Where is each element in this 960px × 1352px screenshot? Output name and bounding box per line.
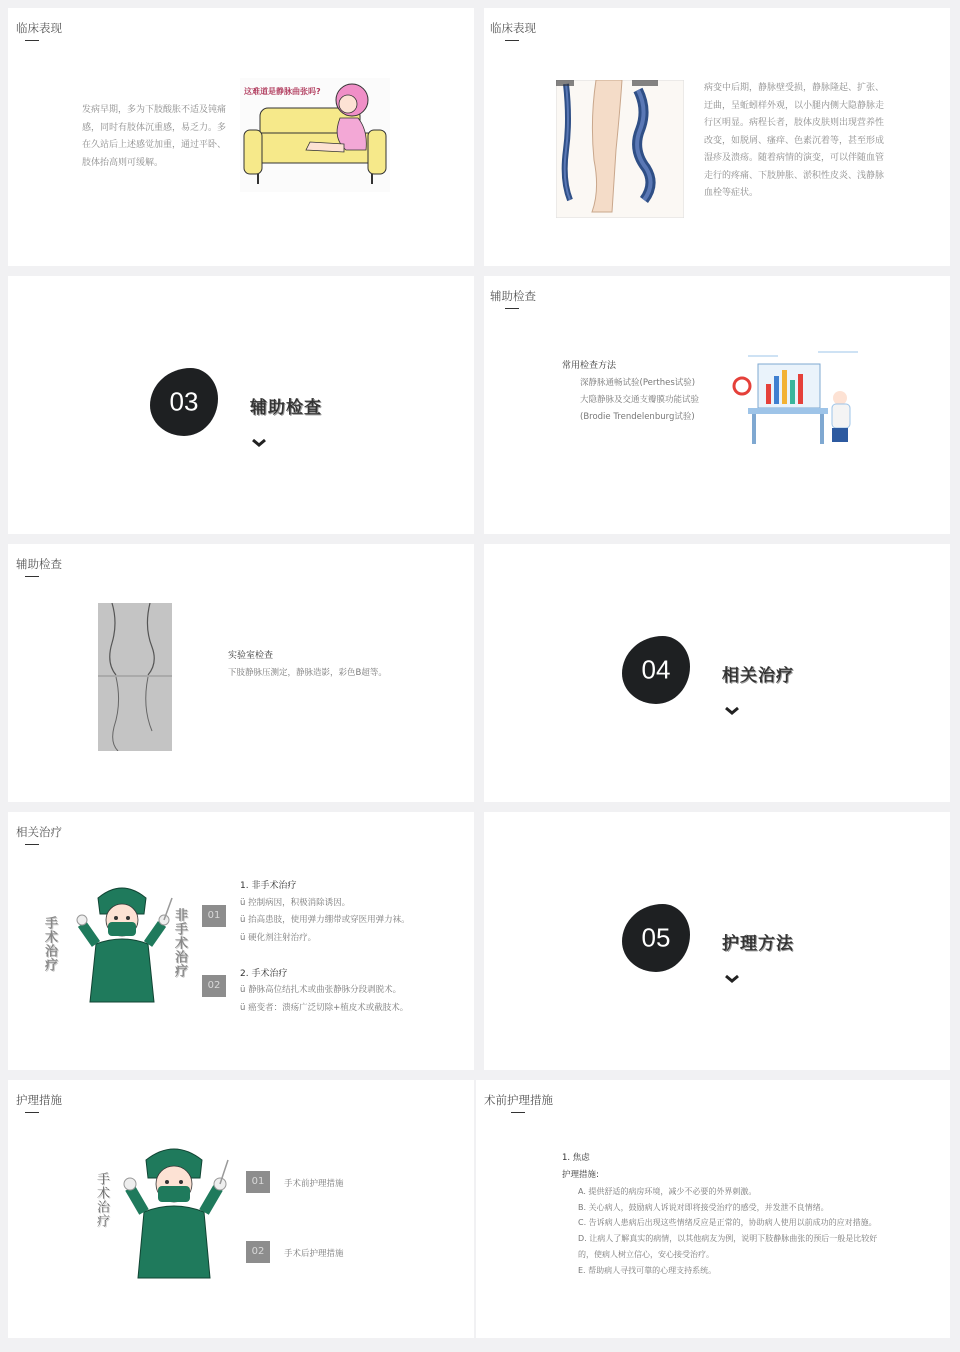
slide-title: 辅助检查 <box>16 557 62 571</box>
measure-item: A. 提供舒适的病房环境，减少不必要的外界刺激。 <box>578 1187 757 1196</box>
method-item: (Brodie Trendelenburg试验) <box>580 412 695 422</box>
list-item: ü 静脉高位结扎术或曲张静脉分段剥脱术。 <box>240 985 402 995</box>
title-underline <box>511 1112 525 1113</box>
slide-clinical-early[interactable] <box>8 8 474 266</box>
slide-title: 相关治疗 <box>16 825 62 839</box>
slide-preop-nursing[interactable] <box>476 1080 950 1338</box>
method-item: 深静脉通畅试验(Perthes试验) <box>580 378 696 388</box>
method-item: 大隐静脉及交通支瓣膜功能试验 <box>580 395 700 405</box>
side-label-surgery: 手术治疗 <box>42 916 57 972</box>
problem-heading: 1. 焦虑 <box>562 1153 590 1163</box>
slide-title: 护理措施 <box>16 1093 62 1107</box>
list-item: ü 控制病因，积极消除诱因。 <box>240 898 351 908</box>
venography-image <box>98 603 172 751</box>
methods-heading: 常用检查方法 <box>562 361 617 371</box>
section-heading: 护理方法 <box>722 934 794 954</box>
list-item: ü 癌变者：溃疡广泛切除+植皮术或截肢术。 <box>240 1003 409 1013</box>
title-underline <box>25 844 39 845</box>
slide-section-05[interactable] <box>484 812 950 1070</box>
title-underline <box>25 1112 39 1113</box>
slide-title: 临床表现 <box>490 21 536 35</box>
slide-aux-methods[interactable] <box>484 276 950 534</box>
title-underline <box>25 40 39 41</box>
section-number-badge <box>622 636 690 704</box>
list-item: ü 硬化剂注射治疗。 <box>240 933 317 943</box>
group-heading: 1. 非手术治疗 <box>240 881 297 891</box>
number-box-02: 02 <box>202 975 226 997</box>
measure-item: E. 帮助病人寻找可靠的心理支持系统。 <box>578 1266 717 1275</box>
slide-title: 术前护理措施 <box>484 1093 553 1107</box>
vein-anatomy-illustration <box>556 80 684 218</box>
list-item: ü 抬高患肢，使用弹力绷带或穿医用弹力袜。 <box>240 915 410 925</box>
measure-item: D. 让病人了解真实的病情，以其他病友为例，说明下肢静脉曲张的预后一般是比较好 <box>578 1234 878 1243</box>
section-number: 03 <box>169 386 199 417</box>
body-text: 发病早期，多为下肢酸胀不适及钝痛感，同时有肢体沉重感，易乏力。多在久站后上述感觉加重，通过平卧、肢体抬高则可缓解。 <box>82 105 227 168</box>
measure-item: B. 关心病人，鼓励病人诉说对即将接受治疗的感受，并发泄不良情绪。 <box>578 1203 829 1212</box>
surgeon-illustration <box>120 1144 230 1280</box>
section-number-badge <box>622 904 690 972</box>
measure-item: 的，使病人树立信心，安心接受治疗。 <box>578 1250 714 1259</box>
slide-title: 辅助检查 <box>490 289 536 303</box>
measures-heading: 护理措施: <box>562 1170 599 1180</box>
postop-measures-link[interactable]: 手术后护理措施 <box>284 1249 344 1259</box>
section-number: 04 <box>641 654 671 685</box>
slide-aux-lab[interactable] <box>8 544 474 802</box>
image-caption: 这难道是静脉曲张吗? <box>244 87 321 96</box>
surgeon-illustration <box>74 884 174 1004</box>
side-label-nonsurgery: 非手术治疗 <box>172 908 187 978</box>
section-heading: 辅助检查 <box>250 398 322 418</box>
title-underline <box>505 308 519 309</box>
chevron-down-icon[interactable] <box>724 974 740 984</box>
chevron-down-icon[interactable] <box>251 438 267 448</box>
title-underline <box>25 576 39 577</box>
number-box-02: 02 <box>246 1241 270 1263</box>
title-underline <box>505 40 519 41</box>
group-heading: 2. 手术治疗 <box>240 969 288 979</box>
slide-nursing-measures[interactable] <box>8 1080 474 1338</box>
preop-measures-link[interactable]: 手术前护理措施 <box>284 1179 344 1189</box>
chevron-down-icon[interactable] <box>724 706 740 716</box>
slide-section-03[interactable] <box>8 276 474 534</box>
body-text: 病变中后期，静脉壁受损，静脉隆起、扩张、迂曲，呈蚯蚓样外观，以小腿内侧大隐静脉走行区明显。病程长者，肢体皮肤则出现营养性改变，如脱屑、瘙痒、色素沉着等，甚至形成湿疹及溃疡。随着病情的演变，可以伴随血管走行的疼痛、下肢肿胀、淤积性皮炎、浅静脉血栓等症状。 <box>704 83 885 198</box>
sofa-illustration <box>240 78 390 192</box>
slide-title: 临床表现 <box>16 21 62 35</box>
slide-section-04[interactable] <box>484 544 950 802</box>
number-box-01: 01 <box>202 905 226 927</box>
slide-clinical-late[interactable] <box>484 8 950 266</box>
lab-heading: 实验室检查 <box>228 651 274 661</box>
slide-treatment[interactable] <box>8 812 474 1070</box>
lab-text: 下肢静脉压测定，静脉造影，彩色B超等。 <box>228 668 387 678</box>
side-label-surgery: 手术治疗 <box>94 1172 109 1228</box>
section-number: 05 <box>641 922 671 953</box>
section-number-badge <box>150 368 218 436</box>
number-box-01: 01 <box>246 1171 270 1193</box>
lab-research-illustration <box>728 346 868 456</box>
measure-item: C. 告诉病人患病后出现这些情绪反应是正常的，协助病人使用以前成功的应对措施。 <box>578 1218 877 1227</box>
section-heading: 相关治疗 <box>722 666 794 686</box>
